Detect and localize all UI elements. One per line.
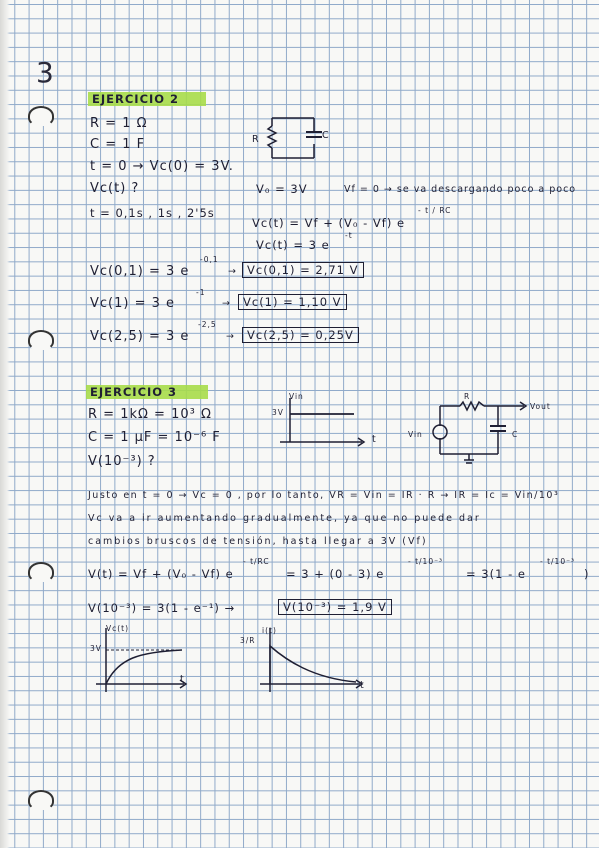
ej2-vt: Vc(t) = 3 e <box>256 238 330 252</box>
ej2-answer-3: Vc(2,5) = 0,25V <box>242 327 359 343</box>
page-number: 3 <box>36 56 54 89</box>
ej3-circuit-r: R <box>464 392 471 401</box>
ej3-step-graph <box>270 398 370 448</box>
ej3-eq-substituted: = 3 + (0 - 3) e <box>286 567 385 581</box>
ej3-graph1-label: Vc(t) <box>106 624 130 633</box>
ej2-title: EJERCICIO 2 <box>92 92 180 106</box>
ej2-answer-2: Vc(1) = 1,10 V <box>238 294 347 310</box>
ej3-graph-vin-label: Vin <box>289 392 304 401</box>
binder-hole <box>28 330 54 350</box>
ej3-eq-general: V(t) = Vf + (V₀ - Vf) e <box>88 567 234 581</box>
ej3-circuit-vout: Vout <box>530 402 551 411</box>
binder-hole <box>28 790 54 810</box>
ej2-vt-exponent: -t <box>345 231 353 240</box>
ej3-capacitance: C = 1 μF = 10⁻⁶ F <box>88 430 221 445</box>
ej2-calc-2: Vc(1) = 3 e <box>90 296 176 311</box>
ej3-graph-t: t <box>372 434 377 445</box>
ej2-calc-1-exp: -0,1 <box>200 255 219 264</box>
ej2-calc-2-exp: -1 <box>196 288 206 297</box>
arrow: → <box>222 298 231 309</box>
ej3-eq-simplified: = 3(1 - e <box>466 567 526 581</box>
ej3-eq-eval: V(10⁻³) = 3(1 - e⁻¹) → <box>88 601 236 615</box>
ej3-question: V(10⁻³) ? <box>88 454 156 469</box>
ej2-v0: V₀ = 3V <box>256 182 308 196</box>
ej3-graph-3v: 3V <box>272 408 284 417</box>
binder-hole <box>28 106 54 126</box>
ej3-graph2-label: i(t) <box>262 626 277 635</box>
ej3-graph2-fraction: 3/R <box>240 636 256 645</box>
ej3-text-2: Vc va a ir aumentando gradualmente, ya que no puede dar <box>88 513 481 524</box>
ej3-current-decay-graph <box>256 628 371 698</box>
ej3-graph1-3v: 3V <box>90 644 102 653</box>
ej2-calc-1: Vc(0,1) = 3 e <box>90 264 190 279</box>
ej3-circuit-vin: Vin <box>408 430 423 439</box>
ej3-eq-general-exp: - t/RC <box>243 557 270 566</box>
ej3-rc-circuit <box>424 396 544 466</box>
ej3-answer: V(10⁻³) = 1,9 V <box>278 599 392 615</box>
ej2-circuit-r-label: R <box>252 134 260 145</box>
ej3-title: EJERCICIO 3 <box>90 385 178 399</box>
ej3-eq-simplified-exp: - t/10⁻³ <box>540 557 576 566</box>
ej2-initial: t = 0 → Vc(0) = 3V. <box>90 159 234 174</box>
ej3-vc-charging-graph <box>92 628 192 698</box>
ej3-text-1: Justo en t = 0 → Vc = 0 , por lo tanto, VR = Vin = IR · R → IR = Ic = Vin/10³ <box>88 490 560 501</box>
ej2-times: t = 0,1s , 1s , 2'5s <box>90 206 215 220</box>
binding-edge <box>0 0 10 848</box>
ej2-vf: Vf = 0 → se va descargando poco a poco <box>344 184 577 195</box>
ej2-calc-3: Vc(2,5) = 3 e <box>90 329 190 344</box>
ej3-eq-close: ) <box>584 567 590 581</box>
ej3-text-3: cambios bruscos de tensión, hasta llegar a 3V (Vf) <box>88 536 428 547</box>
ej2-answer-1: Vc(0,1) = 2,71 V <box>242 262 364 278</box>
ej2-circuit-c-label: C <box>322 130 330 141</box>
ej2-general-formula: Vc(t) = Vf + (V₀ - Vf) e <box>252 216 406 230</box>
ej2-rc-circuit <box>258 112 330 164</box>
binder-hole <box>28 562 54 582</box>
ej3-eq-substituted-exp: - t/10⁻³ <box>408 557 444 566</box>
ej3-graph1-t: t <box>180 674 185 685</box>
ej2-formula-exponent: - t / RC <box>418 206 452 215</box>
arrow: → <box>226 331 235 342</box>
ej3-circuit-c: C <box>512 430 519 439</box>
ej2-calc-3-exp: -2,5 <box>198 320 217 329</box>
ej2-capacitance: C = 1 F <box>90 137 146 152</box>
ej3-graph2-t: t <box>360 680 365 691</box>
arrow: → <box>228 266 237 277</box>
ej3-resistance: R = 1kΩ = 10³ Ω <box>88 407 212 422</box>
ej2-resistance: R = 1 Ω <box>90 116 148 131</box>
ej2-question: Vc(t) ? <box>90 181 140 196</box>
